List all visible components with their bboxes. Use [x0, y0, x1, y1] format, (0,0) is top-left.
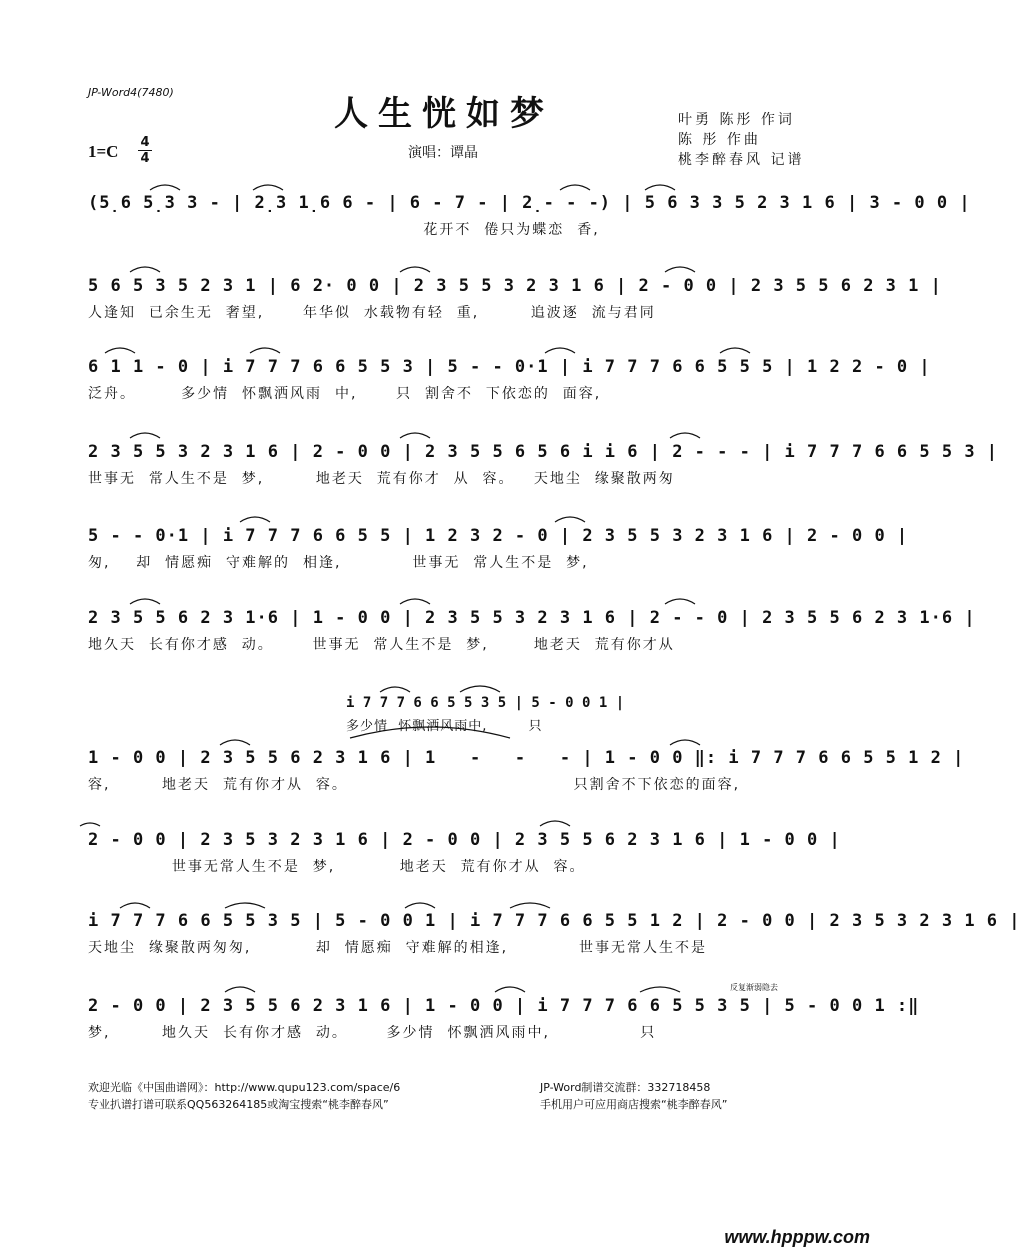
footer-line1-right: JP-Word制谱交流群：332718458 — [540, 1081, 711, 1094]
row-lyrics: 人逢知 已余生无 奢望, 年华似 水载物有轻 重, 追波逐 流与君同 — [88, 305, 656, 321]
row-notes: 5 - - 0·1 | i 7 7 7 6 6 5 5 | 1 2 3 2 - 0 | 2 3 5 5 3 2 3 1 6 | 2 - 0 0 | — [88, 526, 909, 546]
row-lyrics: 世事无 常人生不是 梦, 地老天 荒有你才 从 容。 天地尘 缘聚散两匆 — [88, 471, 675, 487]
footer-line2-right: 手机用户可应用商店搜索“桃李醉春风” — [540, 1098, 728, 1111]
row-lyrics: 梦, 地久天 长有你才感 动。 多少情 怀飘洒风雨中, 只 — [88, 1025, 657, 1041]
row-lyrics: 泛舟。 多少情 怀飘洒风雨 中, 只 割舍不 下依恋的 面容, — [88, 386, 602, 402]
row-lyrics: 匆, 却 情愿痴 守难解的 相逢, 世事无 常人生不是 梦, — [88, 555, 589, 571]
row-lyrics: 花开不 倦只为蝶恋 香, — [88, 222, 600, 238]
row-lyrics: 世事无常人生不是 梦, 地老天 荒有你才从 容。 — [88, 859, 586, 875]
row-notes: (5̣6 5̣3 3 - | 2̣3 1̣6 6 - | 6 - 7 - | 2̣- - -) | 5 6 3 3 5 2 3 1 6 | 3 - 0 0 | — [88, 193, 971, 213]
volta-lyrics: 多少情 怀飘洒风雨中, 只 — [346, 719, 543, 734]
row-notes: 2 3 5 5 3 2 3 1 6 | 2 - 0 0 | 2 3 5 5 6 5 6 i i 6 | 2 - - - | i 7 7 7 6 6 5 5 3 | — [88, 442, 999, 462]
time-signature — [138, 136, 152, 165]
score-row — [88, 276, 942, 322]
watermark: www.hpppw.com — [724, 1227, 870, 1247]
row-notes: 5 6 5 3 5 2 3 1 | 6 2· 0 0 | 2 3 5 5 3 2 3 1 6 | 2 - 0 0 | 2 3 5 5 6 2 3 1 | — [88, 276, 942, 296]
row-lyrics: 地久天 长有你才感 动。 世事无 常人生不是 梦, 地老天 荒有你才从 — [88, 637, 675, 653]
score-row — [88, 357, 931, 403]
score-row — [88, 748, 965, 794]
row-notes: i 7 7 7 6 6 5 5 3 5 | 5 - 0 0 1 | i 7 7 7 6 6 5 5 1 2 | 2 - 0 0 | 2 3 5 3 2 3 1 6 | — [88, 911, 1021, 931]
repeat-note: 反复渐弱隐去 — [730, 983, 778, 992]
row-notes: 1 - 0 0 | 2 3 5 5 6 2 3 1 6 | 1 - - - | 1 - 0 0 ‖: i 7 7 7 6 6 5 5 1 2 | — [88, 748, 965, 768]
footer-left — [88, 1079, 400, 1113]
row-notes: 2 3 5 5 6 2 3 1·6 | 1 - 0 0 | 2 3 5 5 3 2 3 1 6 | 2 - - 0 | 2 3 5 5 6 2 3 1·6 | — [88, 608, 976, 628]
row-notes: 2 - 0 0 | 2 3 5 5 6 2 3 1 6 | 1 - 0 0 | i 7 7 7 6 6 5 5 3 5 | 5 - 0 0 1 :‖ — [88, 996, 920, 1016]
footer-line1-left: 欢迎光临《中国曲谱网》：http://www.qupu123.com/space/6 — [88, 1081, 401, 1094]
credit-notation: 桃李醉春风 记谱 — [678, 152, 805, 168]
row-lyrics: 容, 地老天 荒有你才从 容。 只割舍不下依恋的面容, — [88, 777, 741, 793]
time-bottom: 4 — [140, 151, 150, 166]
volta-bracket — [346, 695, 624, 734]
score-row — [88, 911, 1021, 957]
footer-line2-left: 专业扒谱打谱可联系QQ563264185或淘宝搜索“桃李醉春风” — [88, 1098, 389, 1111]
credits — [678, 110, 804, 170]
row-notes: 2 - 0 0 | 2 3 5 3 2 3 1 6 | 2 - 0 0 | 2 3 5 5 6 2 3 1 6 | 1 - 0 0 | — [88, 830, 841, 850]
footer-right — [540, 1079, 727, 1113]
score-row — [88, 608, 976, 654]
time-top: 4 — [140, 135, 150, 150]
score-row — [88, 193, 971, 239]
score-row — [88, 830, 841, 876]
key-signature: 1=C — [88, 142, 119, 161]
song-title: 人生恍如梦 — [334, 94, 554, 134]
credit-music: 陈 彤 作曲 — [678, 132, 761, 148]
score-row — [88, 526, 909, 572]
volta-notes: i 7 7 7 6 6 5 5 3 5 | 5 - 0 0 1 | — [346, 695, 625, 711]
singer: 演唱：谭晶 — [408, 145, 478, 161]
row-lyrics: 天地尘 缘聚散两匆匆, 却 情愿痴 守难解的相逢, 世事无常人生不是 — [88, 940, 708, 956]
software-label: JP-Word4(7480) — [88, 86, 174, 99]
row-notes: 6 1 1 - 0 | i 7 7 7 6 6 5 5 3 | 5 - - 0·1 | i 7 7 7 6 6 5 5 5 | 1 2 2 - 0 | — [88, 357, 931, 377]
score-row — [88, 442, 999, 488]
score-row — [88, 996, 920, 1042]
credit-lyrics: 叶勇 陈彤 作词 — [678, 112, 795, 128]
